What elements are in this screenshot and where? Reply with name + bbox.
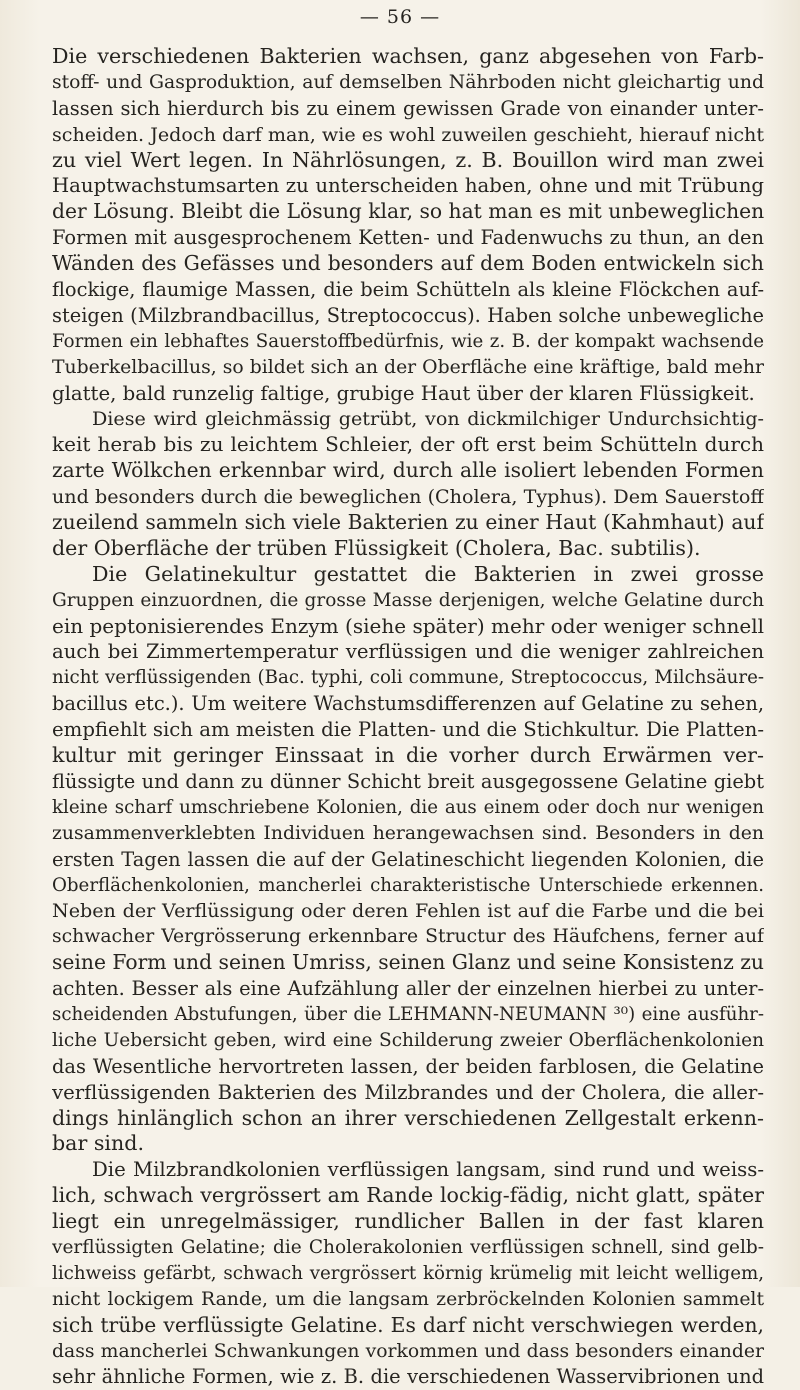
text-line: dass mancherlei Schwankungen vorkommen und dass besonders einander: [52, 1340, 764, 1362]
text-line: Die Gelatinekultur gestattet die Bakterien in zwei grosse: [92, 561, 764, 586]
text-line: scheidenden Abstufungen, über die LEHMANN-NEUMANN ³⁰) eine ausführ-: [52, 1003, 764, 1025]
text-line: scheiden. Jedoch darf man, wie es wohl zuweilen geschieht, hierauf nicht: [52, 122, 764, 146]
page-number: — 56 —: [359, 6, 441, 28]
text-line: ersten Tagen lassen die auf der Gelatineschicht liegenden Kolonien, die: [52, 847, 764, 871]
text-line: Formen mit ausgesprochenem Ketten- und Fadenwuchs zu thun, an den: [52, 226, 764, 250]
text-line: auch bei Zimmertemperatur verflüssigen und die weniger zahlreichen: [52, 640, 764, 664]
text-line: der Oberfläche der trüben Flüssigkeit (Cholera, Bac. subtilis).: [52, 535, 701, 560]
text-line: dings hinlänglich schon an ihrer verschiedenen Zellgestalt erkenn-: [52, 1105, 764, 1130]
text-line: kleine scharf umschriebene Kolonien, die aus einem oder doch nur wenigen: [52, 796, 764, 818]
text-line: flüssigte und dann zu dünner Schicht breit ausgegossene Gelatine giebt: [52, 769, 764, 793]
scan-artifact: [378, 1270, 383, 1280]
text-line: empfiehlt sich am meisten die Platten- und die Stichkultur. Die Platten-: [52, 718, 764, 742]
text-line: achten. Besser als eine Aufzählung aller der einzelnen hierbei zu unter-: [52, 977, 764, 1001]
text-line: keit herab bis zu leichtem Schleier, der oft erst beim Schütteln durch: [52, 432, 764, 457]
text-line: liegt ein unregelmässiger, rundlicher Ballen in der fast klaren: [52, 1209, 764, 1234]
text-line: glatte, bald runzelig faltige, grubige Haut über der klaren Flüssigkeit.: [52, 381, 755, 405]
text-line: das Wesentliche hervortreten lassen, der beiden farblosen, die Gelatine: [52, 1054, 764, 1078]
text-line: stoff- und Gasproduktion, auf demselben Nährboden nicht gleichartig und: [52, 71, 764, 93]
text-line: lich, schwach vergrössert am Rande lockig-fädig, nicht glatt, später: [52, 1183, 764, 1208]
text-line: schwacher Vergrösserung erkennbare Structur des Häufchens, ferner auf: [52, 926, 764, 948]
text-line: zarte Wölkchen erkennbar wird, durch alle isoliert lebenden Formen: [52, 458, 764, 483]
text-line: flockige, flaumige Massen, die beim Schütteln als kleine Flöckchen auf-: [52, 278, 764, 302]
text-line: zueilend sammeln sich viele Bakterien zu einer Haut (Kahmhaut) auf: [52, 510, 764, 535]
text-line: Oberflächenkolonien, mancherlei charakteristische Unterschiede erkennen.: [52, 874, 764, 896]
text-line: Neben der Verflüssigung oder deren Fehlen ist auf die Farbe und die bei: [52, 899, 764, 923]
text-line: lassen sich hierdurch bis zu einem gewissen Grade von einander unter-: [52, 96, 764, 120]
text-line: bacillus etc.). Um weitere Wachstumsdifferenzen auf Gelatine zu sehen,: [52, 692, 764, 716]
text-line: liche Uebersicht geben, wird eine Schilderung zweier Oberflächenkolonien: [52, 1029, 764, 1051]
text-line: und besonders durch die beweglichen (Cholera, Typhus). Dem Sauerstoff: [52, 485, 764, 509]
text-line: zusammenverklebten Individuen herangewachsen sind. Besonders in den: [52, 822, 764, 844]
text-line: verflüssigten Gelatine; die Cholerakolonien verflüssigen schnell, sind gelb-: [52, 1236, 764, 1258]
text-line: lichweiss gefärbt, schwach vergrössert körnig krümelig mit leicht welligem,: [52, 1262, 764, 1284]
text-line: seine Form und seinen Umriss, seinen Glanz und seine Konsistenz zu: [52, 950, 764, 975]
text-line: sehr ähnliche Formen, wie z. B. die verschiedenen Wasservibrionen und: [52, 1365, 764, 1389]
text-line: der Lösung. Bleibt die Lösung klar, so hat man es mit unbeweglichen: [52, 199, 764, 224]
text-line: verflüssigenden Bakterien des Milzbrandes und der Cholera, die aller-: [52, 1080, 764, 1104]
text-line: Die verschiedenen Bakterien wachsen, ganz abgesehen von Farb-: [52, 44, 764, 68]
text-line: Diese wird gleichmässig getrübt, von dickmilchiger Undurchsichtig-: [92, 407, 764, 431]
text-line: steigen (Milzbrandbacillus, Streptococcus). Haben solche unbewegliche: [52, 303, 764, 327]
text-line: kultur mit geringer Einssaat in die vorher durch Erwärmen ver-: [52, 743, 764, 768]
text-line: Tuberkelbacillus, so bildet sich an der Oberfläche eine kräftige, bald mehr: [52, 356, 764, 378]
text-line: Die Milzbrandkolonien verflüssigen langsam, sind rund und weiss-: [92, 1158, 764, 1182]
text-line: sich trübe verflüssigte Gelatine. Es darf nicht verschwiegen werden,: [52, 1312, 764, 1337]
text-line: bar sind.: [52, 1131, 144, 1156]
text-line: zu viel Wert legen. In Nährlösungen, z. B. Bouillon wird man zwei: [52, 147, 764, 172]
text-line: Hauptwachstumsarten zu unterscheiden haben, ohne und mit Trübung: [52, 174, 764, 198]
text-line: Formen ein lebhaftes Sauerstoffbedürfnis, wie z. B. der kompakt wachsende: [52, 330, 764, 352]
text-line: Wänden des Gefässes und besonders auf dem Boden entwickeln sich: [52, 251, 764, 276]
text-line: nicht lockigem Rande, um die langsam zerbröckelnden Kolonien sammelt: [52, 1288, 764, 1310]
text-line: nicht verflüssigenden (Bac. typhi, coli commune, Streptococcus, Milchsäure-: [52, 667, 764, 689]
body-text: [52, 44, 764, 1390]
text-line: ein peptonisierendes Enzym (siehe später) mehr oder weniger schnell: [52, 613, 764, 638]
text-line: Gruppen einzuordnen, die grosse Masse derjenigen, welche Gelatine durch: [52, 589, 764, 611]
